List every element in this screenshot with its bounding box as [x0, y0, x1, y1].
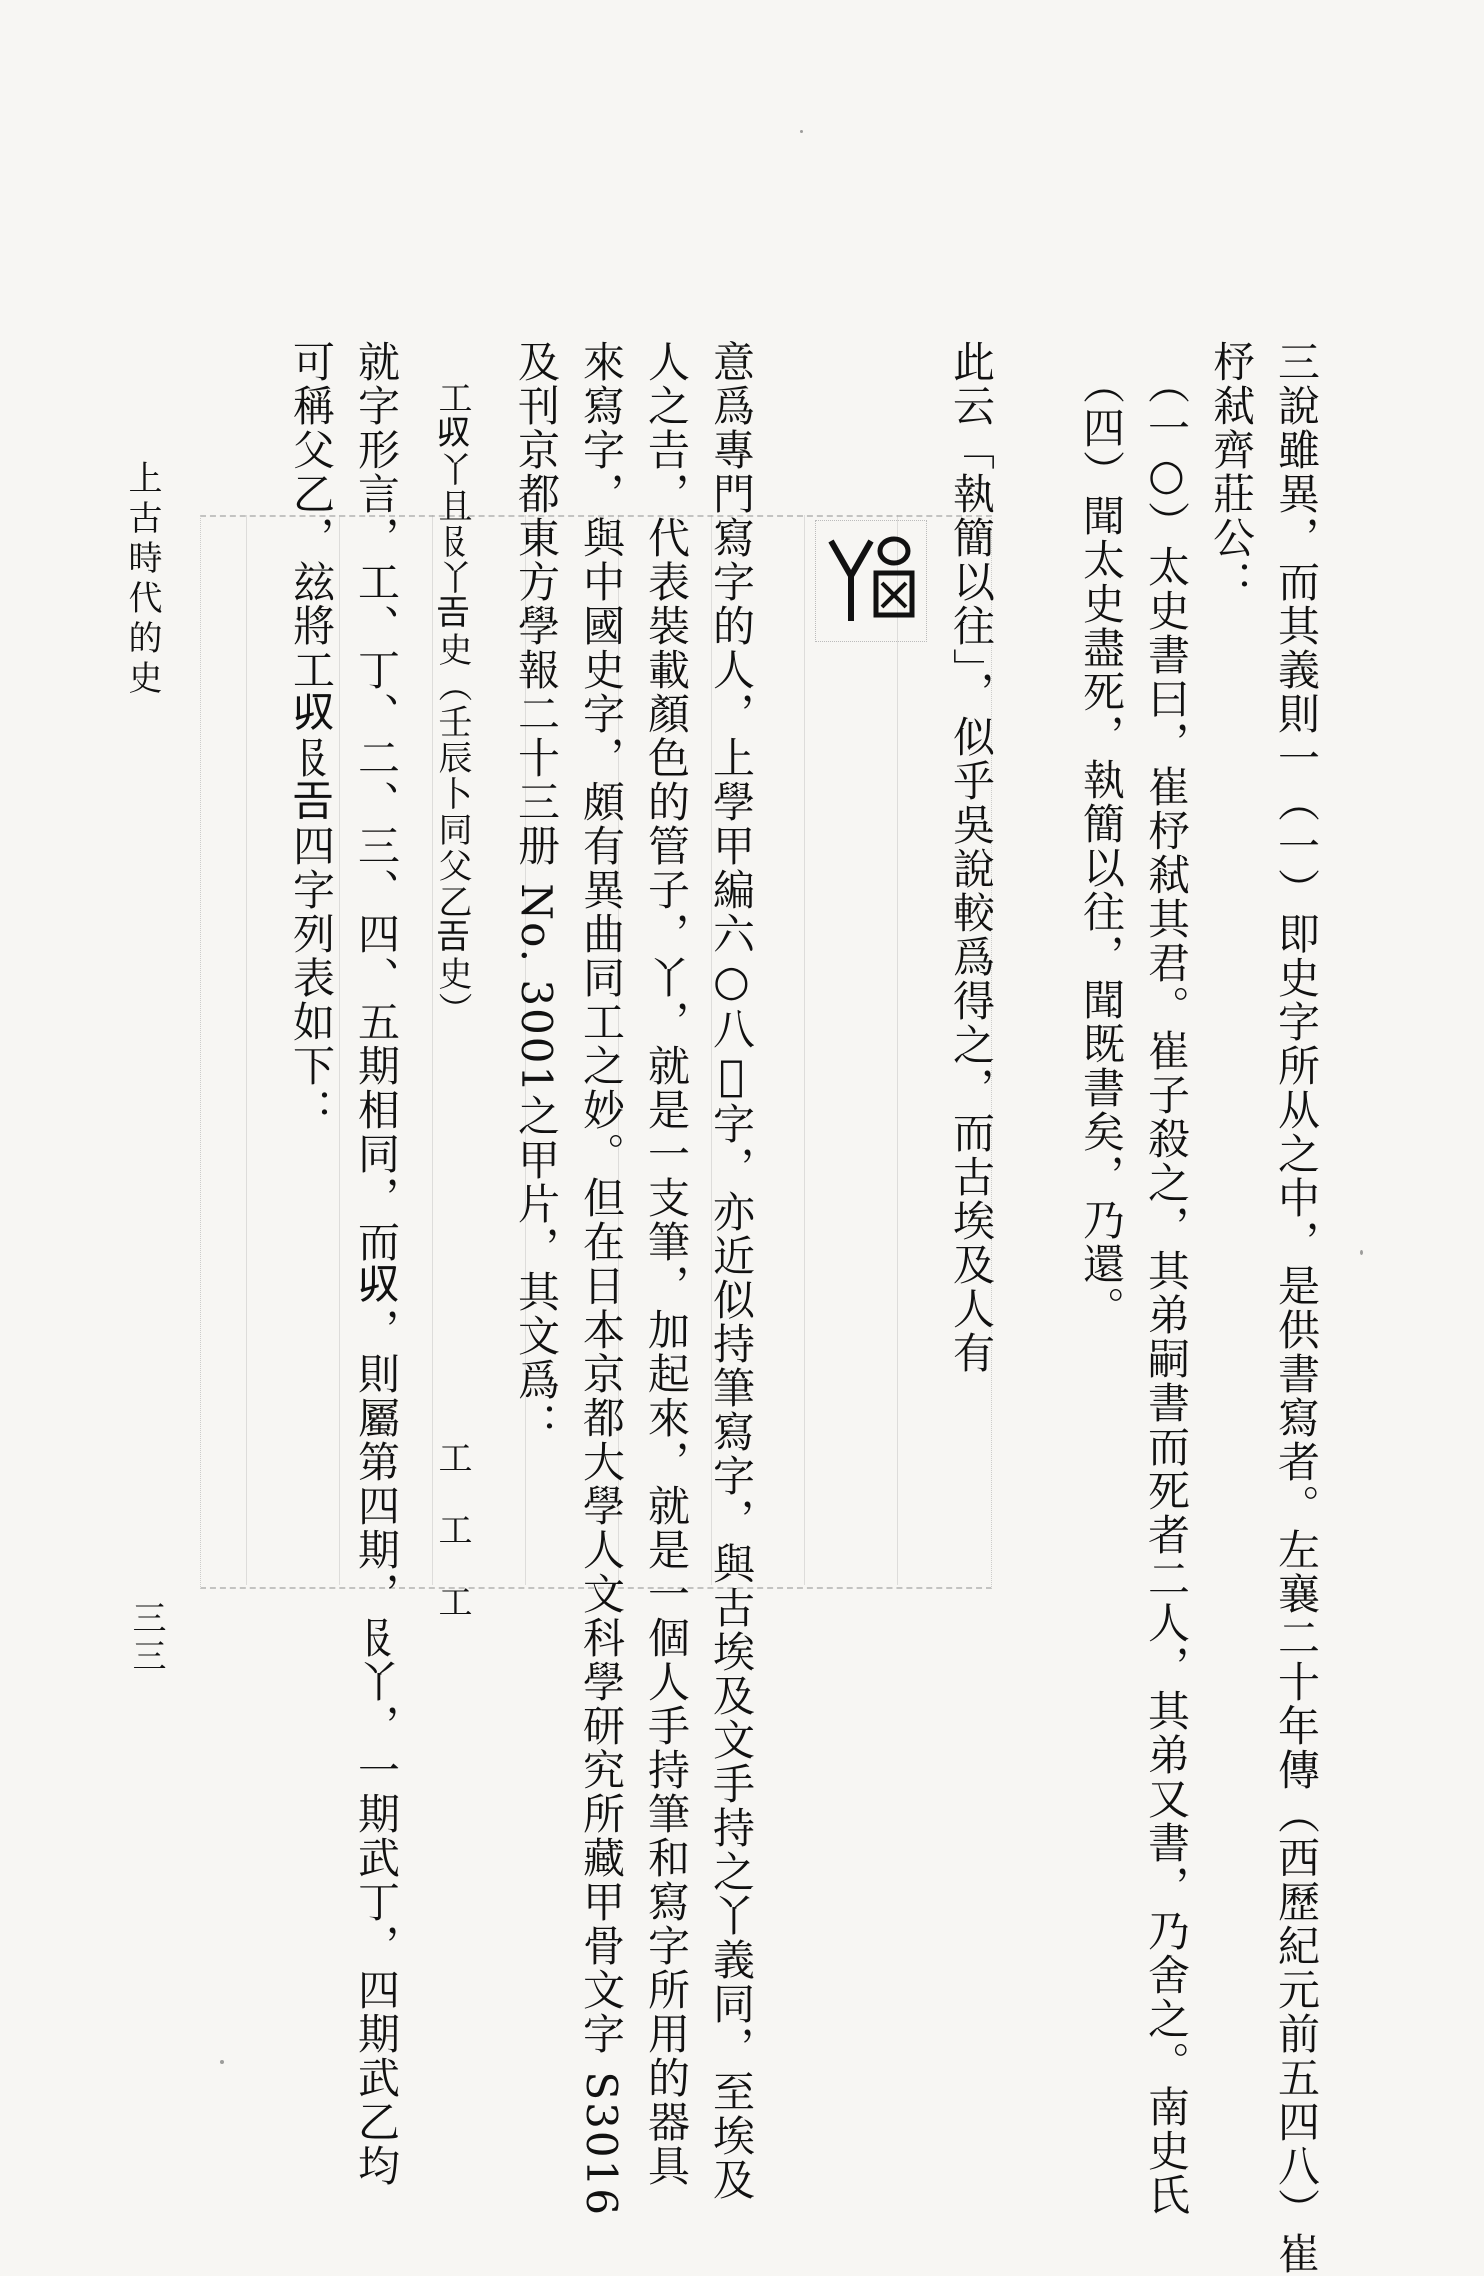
text-column-8: 來寫字，與中國史字，頗有異曲同工之妙。但在日本京都大學人文科學研究所藏甲骨文字 S3016 [577, 340, 626, 2218]
scribe-glyph-icon [816, 521, 926, 641]
ancient-egyptian-glyph-image [815, 520, 927, 642]
text-column-2: 杼弒齊莊公： [1207, 340, 1256, 604]
text-column-4: （四）聞太史盡死，執簡以往，聞既書矣，乃還。 [1077, 362, 1126, 1330]
running-title: 上古時代的史 [122, 460, 162, 700]
text-column-7: 人之𠮷，代表裝載顏色的管子，丫，就是一支筆，加起來，就是一個人手持筆和寫字所用的器具 [642, 340, 691, 2188]
scan-speck [1360, 1250, 1363, 1255]
scan-speck [220, 2060, 224, 2064]
table-mark-row: 工 工 工 [432, 1440, 472, 1620]
scan-speck [800, 130, 803, 133]
text-column-12: 可稱父乙，玆將工𠬞𠬝𢀛四字列表如下： [287, 340, 336, 1132]
text-column-5: 此云「執簡以往」，似乎吳說較爲得之，而古埃及人有 [947, 340, 996, 1375]
page-number: 三三 [126, 1600, 166, 1676]
text-column-11: 就字形言，工、丁、二、三、四、五期相同，而𠬞，則屬第四期，𠬝丫，一期武丁，四期武乙均 [352, 340, 401, 2188]
text-column-9: 及刊京都東方學報二十三册 No. 3001之甲片，其文爲： [512, 340, 561, 1447]
text-column-6: 意爲專門寫字的人，上學甲編六○八𡉖字，亦近似持筆寫字，與古埃及文手持之丫義同，至埃及 [707, 340, 756, 2202]
text-column-1: 三說雖異，而其義則一（一）即史字所从之中，是供書寫者。左襄二十年傳（西歷紀元前五四八）崔 [1272, 340, 1321, 2276]
text-column-3: （一○）太史書曰，崔杼弒其君。崔子殺之，其弟嗣書而死者二人，其弟又書，乃舍之。南史氏 [1142, 362, 1191, 2217]
text-column-10-inscription: 工𠬞丫且𠬝丫𢀛史（壬辰卜同父乙𢀛史） [432, 380, 472, 1028]
